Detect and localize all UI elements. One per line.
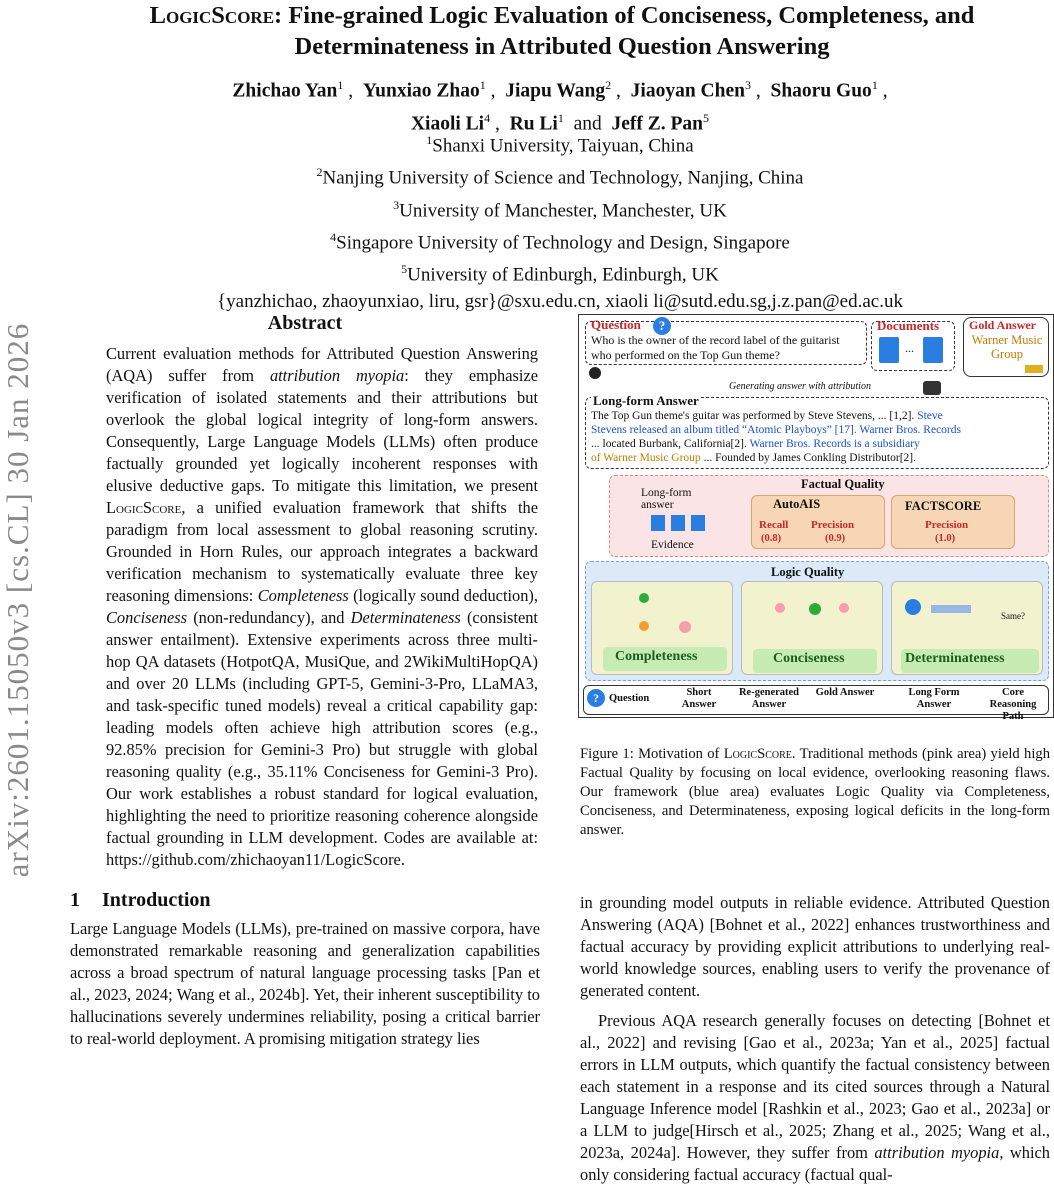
gold-answer-label: Gold Answer [969,318,1037,332]
abstract-heading: Abstract [267,312,343,334]
node-green [809,603,821,615]
conciseness-label: Conciseness [773,651,845,666]
determinateness-label: Determinateness [905,651,1005,666]
question-icon: ? [587,689,605,707]
legend-item: Re-generated Answer [738,687,800,710]
abstract-text: (logically sound deduction), [348,586,538,605]
figure-1 [578,314,1054,722]
author-name: Xiaoli Li [410,113,485,134]
affil-num: 3 [393,197,400,212]
node-pink [775,603,785,613]
generation-label: Generating answer with attribution [729,381,871,392]
fs-precision-label: Precision [925,519,969,531]
recall-value: (0.8) [761,533,782,544]
long-form-answer-label: Long-form Answer [593,393,699,408]
legend-item: Core Reasoning Path [989,687,1037,722]
paragraph: in grounding model outputs in reliable evidence. Attributed Question Answering (AQA) [Bohnet et al., 2022] enhances trustworthiness and factual accuracy by providing explicit attributions to underlying real-world knowledge sources, enabling users to verify the provenance of generated content. [580,893,1050,1000]
abstract-text: (consistent answer entailment). Extensive experiments across three multi-hop QA datasets (HotpotQA, MusiQue, and 2WikiMultiHopQA) and over 20 LLMs (including GPT-5, Gemini-3-Pro, LLaMA3, and task-specific tuned models) reveal a critical capability gap: leading models often achieve high attribution scores (e.g., 92.85% precision for Gemini-3 Pro) but struggle with global reasoning quality (e.g., 35.11% Conciseness for Gemini-3 Pro). Our work establishes a robust standard for logical evaluation, highlighting the need to prioritize reasoning coherence alongside factual grounding in LLM development. Codes are available at: https://github.com/zhichaoyan11/LogicScore. [106,608,538,869]
autoais-label: AutoAIS [773,497,821,511]
author-name: Ru Li [509,113,558,134]
answer-entity: Steve [917,410,943,422]
affil-num: 1 [426,133,433,147]
legend-item: Question [609,693,650,704]
affiliations [60,127,1054,315]
figure-caption [580,745,1050,840]
right-column-text [580,892,1050,1186]
node-pink [839,603,849,613]
author-aff: 1 [479,78,486,92]
node-green [639,593,649,603]
section-num: 1 [70,889,80,911]
same-label: Same? [1001,611,1025,621]
factual-quality-label: Factual Quality [801,477,885,491]
user-icon [589,367,601,379]
node-pink [679,621,691,633]
question-text: Who is the owner of the record label of the guitarist who performed on the Top Gun theme? [591,333,840,362]
recall-label: Recall [759,519,789,531]
author-name: Jeff Z. Pan [611,113,704,134]
legend-item: Long Form Answer [908,687,960,710]
gold-bars-icon [1025,365,1043,373]
logic-quality-label: Logic Quality [771,565,845,579]
abstract-emph: attribution myopia [269,366,405,385]
affil-text: University of Manchester, Manchester, UK [399,199,727,221]
abstract-text: (non-redundancy), and [187,608,351,627]
gold-answer-text: Warner Music Group [971,333,1043,361]
caption-text: Figure 1: Motivation of [580,746,724,762]
abstract-body [106,343,538,871]
author-aff: 4 [484,110,491,125]
abstract-emph: Conciseness [106,608,188,627]
fs-precision-value: (1.0) [935,533,956,544]
answer-sentence: ... located Burbank, California[2]. [591,438,747,450]
completeness-label: Completeness [615,649,698,664]
affil-num: 2 [316,165,323,180]
title-line2: Determinateness in Attributed Question Answering [294,33,830,60]
answer-sentence: Stevens released an album titled “Atomic Playboys” [17]. [591,424,857,436]
legend-item: Short Answer [681,687,717,710]
document-icon [651,515,665,531]
ellipsis: ... [905,341,914,355]
left-column [70,312,540,1050]
section-title: Introduction [102,889,211,911]
author-aff: 5 [703,110,710,125]
question-icon: ? [653,317,671,335]
document-icon [923,337,943,363]
author-aff: 1 [871,78,878,92]
answer-sentence: of Warner Music Group [591,452,701,464]
answer-entity: Warner Bros. Records is a subsidiary [749,438,920,450]
document-icon [879,337,899,363]
documents-label: Documents [877,318,940,333]
affil-text: Shanxi University, Taiyuan, China [432,135,694,157]
question-label: Question [591,317,641,332]
paragraph-text: , which only considering factual accuracy (factual qual- [580,1143,1050,1184]
abstract-emph: Completeness [257,586,349,605]
author-name: Zhichao Yan [232,80,338,102]
lf-answer-label: Long-form answer [641,487,692,511]
and-word: and [573,113,602,134]
abstract-text: , a unified evaluation framework that shifts the paradigm from local assessment to global reasoning scrutiny. Grounded in Horn Rules, our approach integrates a backward verification mechanism to systematically evaluate three key reasoning dimensions: [106,498,538,605]
affil-text: Nanjing University of Science and Technology, Nanjing, China [322,167,804,189]
paragraph-emph: attribution myopia [874,1143,1000,1162]
paper-title [70,0,1054,62]
document-icon [691,515,705,531]
long-form-answer-text [591,409,1047,465]
document-icon [671,515,685,531]
precision-label: Precision [811,519,855,531]
precision-value: (0.9) [825,533,846,544]
arrow-icon [931,605,971,613]
author-name: Shaoru Guo [770,80,872,102]
abstract-text: Current evaluation methods for Attributed Question Answering (AQA) suffer from [106,344,538,385]
arxiv-stamp: arXiv:2601.15050v3 [cs.CL] 30 Jan 2026 [0,322,35,878]
abstract-emph: Determinateness [350,608,461,627]
author-aff: 1 [337,78,344,92]
question-icon [905,599,921,615]
author-emails: {yanzhichao, zhaoyunxiao, liru, gsr}@sxu.edu.cn, xiaoli li@sutd.edu.sg,j.z.pan@ed.ac.uk [217,290,903,312]
paragraph [580,1010,1050,1186]
caption-text: . Traditional methods (pink area) yield high Factual Quality by focusing on local evidence, overlooking reasoning flaws. Our framework (blue area) evaluates Logic Quality via Completeness, Conciseness, and Determinateness, exposing logical deficits in the long-form answer. [580,746,1050,838]
answer-entity: Warner Bros. Records [859,424,961,436]
author-aff: 3 [744,78,751,92]
caption-brand: LogicScore [723,746,792,762]
author-list: Zhichao Yan$^1$ , Yunxiao Zhao$^1$ , Jiapu Wang$^2$ , Jiaoyan Chen$^3$ , Shaoru Guo$^1$ , Xiaoli Li$^4$ , Ru Li$^1$ and Jeff Z. Pan$^5$ [232,78,888,134]
affil-num: 4 [330,229,337,244]
answer-sentence: ... Founded by James Conkling Distributor[2]. [703,452,916,464]
paragraph-text: Previous AQA research generally focuses on detecting [Bohnet et al., 2022] and revising [Gao et al., 2023a; Yan et al., 2025] factual errors in LLM outputs, which quantify the factual consistency between each statement in a response and its cited sources through a Natural Language Inference model [Rashkin et al., 2023; Gao et al., 2023a] or a LLM to judge[Hirsch et al., 2025; Zhang et al., 2025; Wang et al., 2023a, 2024a]. However, they suffer from [580,1011,1050,1162]
author-aff: 1 [557,110,564,125]
title-line1: : Fine-grained Logic Evaluation of Conciseness, Completeness, and [274,2,975,29]
author-name: Jiaoyan Chen [630,80,745,102]
intro-text: Large Language Models (LLMs), pre-trained on massive corpora, have demonstrated remarkable reasoning and generalization capabilities across a broad spectrum of natural language processing tasks [Pan et al., 2023, 2024; Wang et al., 2024b]. Yet, their inherent susceptibility to hallucinations severely undermines reliability, posing a critical barrier to real-world deployment. A promising mitigation strategy lies [70,919,540,1048]
robot-icon [923,381,941,395]
abstract-text: : they emphasize verification of isolated statements and their attributions but overlook the global logical integrity of long-form answers. Consequently, Large Language Models (LLMs) often produce factually grounded yet logically incoherent responses with elusive deductive gaps. To mitigate this limitation, we present [106,366,538,495]
author-aff: 2 [605,78,612,92]
affil-text: University of Edinburgh, Edinburgh, UK [407,264,719,286]
section-heading-intro [70,889,540,912]
node-orange [639,621,649,631]
legend-item: Gold Answer [815,687,875,698]
factscore-label: FACTSCORE [905,499,982,513]
author-name: Jiapu Wang [505,80,606,102]
affil-text: Singapore University of Technology and Design, Singapore [336,232,790,254]
answer-sentence: The Top Gun theme's guitar was performed by Steve Stevens, ... [1,2]. [591,410,915,422]
abstract-brand: LogicScore [106,498,182,517]
title-brand: LogicScore [149,2,275,29]
affil-num: 5 [401,262,408,277]
evidence-label: Evidence [651,539,694,551]
author-name: Yunxiao Zhao [362,80,480,102]
